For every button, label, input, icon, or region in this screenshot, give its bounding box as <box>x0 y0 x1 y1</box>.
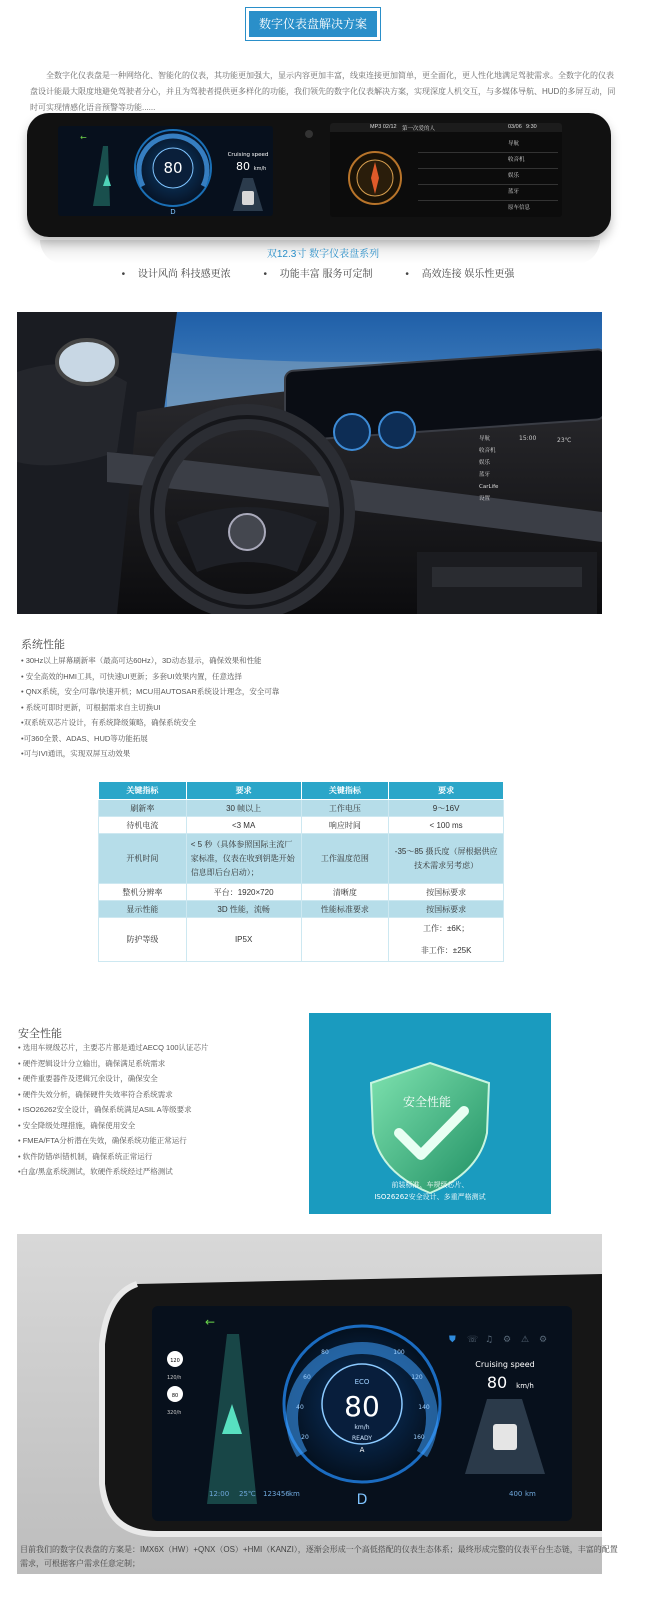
table-row <box>99 817 504 834</box>
big-gear: D <box>356 1492 368 1508</box>
shield-label: 安全性能 <box>402 1095 452 1109</box>
photo-menu-item: 设置 <box>479 496 491 502</box>
warning-icon: ⚠ <box>521 1335 530 1345</box>
table-cell: <3 MA <box>186 817 301 834</box>
page-title: 数字仪表盘解决方案 <box>249 11 377 37</box>
table-cell: 3D 性能，流畅 <box>186 901 301 918</box>
list-item: •可360全景、ADAS、HUD等功能拓展 <box>21 733 148 743</box>
cluster-graphics <box>58 126 273 216</box>
media-menu-item[interactable]: 原车信息 <box>508 205 531 211</box>
phone-icon: ☏ <box>467 1335 479 1345</box>
ready-label: READY <box>351 1435 373 1442</box>
list-item: • QNX系统，安全/可靠/快速开机；MCU用AUTOSAR系统设计理念，安全可靠 <box>21 687 280 696</box>
odometer: 123456 <box>263 1490 290 1498</box>
table-cell: 按国标要求 <box>389 901 504 918</box>
limit-sign-1: 120 <box>170 1358 180 1364</box>
table-row <box>99 800 504 817</box>
dial-tick: 80 <box>321 1349 329 1356</box>
section-title-box <box>245 7 381 41</box>
eco-label: ECO <box>354 1378 370 1386</box>
table-cell: IP5X <box>186 918 301 962</box>
media-date: 03/06 <box>508 124 522 130</box>
list-item: •白盒/黑盒系统测试，软硬件系统经过严格测试 <box>18 1167 173 1176</box>
feature-list: • 设计风尚 科技感更浓 • 功能丰富 服务可定制 • 高效连接 娱乐性更强 <box>121 269 515 280</box>
dial-tick: 100 <box>393 1349 405 1356</box>
photo-menu-item: 收音机 <box>479 448 496 454</box>
limit-sign-1-unit: 120/h <box>167 1375 182 1381</box>
table-cell: 开机时间 <box>99 834 187 884</box>
table-cell: 清晰度 <box>301 884 389 901</box>
table-cell: 响应时间 <box>301 817 389 834</box>
big-cruise-label: Cruising speed <box>475 1360 535 1369</box>
cluster-gear: D <box>170 208 176 216</box>
media-track: 第一次爱的人 <box>402 126 436 132</box>
svg-text:←: ← <box>80 133 87 142</box>
media-top-left: MP3 02/12 <box>370 124 397 130</box>
intro-paragraph: 全数字化仪表盘是一种网络化、智能化的仪表，其功能更加强大，显示内容更加丰富，线束连接更加简单，更全面化，更人性化地满足驾驶需求。全数字化的仪表盘设计能最大限度地避免驾驶者分心，并且为驾驶者提供更多样化的功能，我们领先的数字化仪表解决方案，实现深度人机交互，与多媒体导航、HUD的多屏互动，同时可实现情感化语音预警等功能...... <box>30 71 616 112</box>
list-item: •可与IVI通讯，实现双屏互动效果 <box>21 749 131 758</box>
table-cell: 整机分辨率 <box>99 884 187 901</box>
table-cell <box>301 918 389 962</box>
table-cell: 工作电压 <box>301 800 389 817</box>
media-menu-item[interactable]: 蓝牙 <box>418 185 558 201</box>
outside-temp: 25℃ <box>239 1490 256 1498</box>
list-item: • 软件防错/纠错机制，确保系统正常运行 <box>18 1151 153 1161</box>
big-cruise-unit: km/h <box>516 1382 534 1390</box>
limit-sign-2: 80 <box>171 1393 179 1399</box>
big-cluster-illustration <box>17 1234 602 1574</box>
list-item: • 系统可即时更新，可根据需求自主切换UI <box>21 702 161 712</box>
photo-screen-temp: 23℃ <box>557 437 572 444</box>
cluster-cruise-speed: 80 <box>236 160 250 173</box>
dial-tick: 60 <box>303 1374 311 1381</box>
big-speed-unit: km/h <box>354 1424 370 1431</box>
media-menu-item[interactable]: 娱乐 <box>418 169 558 185</box>
table-header-cell: 要求 <box>389 782 504 800</box>
table-cell: 防护等级 <box>99 918 187 962</box>
table-cell: 平台：1920×720 <box>186 884 301 901</box>
limit-sign-2-unit: 320/h <box>167 1410 182 1416</box>
clock-time: 12:00 <box>209 1490 230 1498</box>
shield-icon <box>309 1013 551 1214</box>
cluster-showcase <box>17 1234 602 1574</box>
list-item: • 选用车规级芯片，主要芯片都是通过AECQ 100认证芯片 <box>18 1043 209 1052</box>
media-screen <box>330 123 562 217</box>
car-interior-photo <box>17 312 602 614</box>
media-menu-item[interactable]: 导航 <box>418 137 558 153</box>
dial-tick: 20 <box>301 1434 309 1441</box>
range-unit: km <box>525 1490 536 1498</box>
dial-tick: 140 <box>418 1404 430 1411</box>
interior-illustration <box>17 312 602 614</box>
table-cell: 待机电流 <box>99 817 187 834</box>
list-item: • 安全降级处理措施，确保使用安全 <box>18 1120 136 1130</box>
photo-menu-item: CarLife <box>479 484 499 490</box>
table-header-cell: 关键指标 <box>301 782 389 800</box>
table-row <box>99 834 504 884</box>
range-value: 400 <box>509 1490 523 1498</box>
dial-tick: 160 <box>413 1434 425 1441</box>
list-item: • 30Hz以上屏幕刷新率（最高可达60Hz），3D动态显示，确保效果和性能 <box>21 656 262 665</box>
gear-icon: ⚙ <box>539 1335 548 1345</box>
cluster-unit: km/h <box>253 166 267 172</box>
table-header-cell: 要求 <box>186 782 301 800</box>
table-row <box>99 918 504 962</box>
table-cell: 工作：±6K； 非工作：±25K <box>389 918 504 962</box>
list-item: • 硬件失效分析，确保硬件失效率符合系统需求 <box>18 1089 173 1099</box>
compass-dial-icon <box>345 148 405 208</box>
system-section-title: 系统性能 <box>21 639 65 651</box>
table-cell: 工作温度范围 <box>301 834 389 884</box>
system-bullet-list <box>21 653 621 762</box>
footer-paragraph: 目前我们的数字仪表盘的方案是：IMX6X（HW）+QNX（OS）+HMI（KANZI），逐渐会形成一个高低搭配的仪表生态体系；最终形成完整的仪表平台生态链，丰富的配置需求，可根据客户需求任意定制； <box>20 1545 618 1568</box>
table-cell: 性能标准要求 <box>301 901 389 918</box>
cluster-screen <box>58 126 273 216</box>
svg-text:←: ← <box>205 1315 216 1329</box>
table-header-row <box>99 782 504 800</box>
table-header-cell: 关键指标 <box>99 782 187 800</box>
table-cell: 30 帧以上 <box>186 800 301 817</box>
safety-section-title: 安全性能 <box>18 1028 62 1040</box>
settings-icon: ⚙ <box>503 1335 512 1345</box>
list-item: • 硬件逻辑设计分立输出，确保满足系统需求 <box>18 1058 166 1068</box>
shield-status-icon: ⛊ <box>449 1335 456 1345</box>
photo-menu-item: 蓝牙 <box>479 472 491 478</box>
feature-item: 高效连接 娱乐性更强 <box>421 269 515 280</box>
list-item: • 硬件重要器件及逻辑冗余设计，确保安全 <box>18 1074 158 1083</box>
list-item: • FMEA/FTA分析潜在失效，确保系统功能正常运行 <box>18 1136 187 1145</box>
safety-bullet-list <box>18 1040 308 1180</box>
safety-shield-panel <box>309 1013 551 1214</box>
music-icon: ♫ <box>485 1335 494 1345</box>
odometer-unit: km <box>289 1490 300 1498</box>
feature-item: 功能丰富 服务可定制 <box>279 269 373 280</box>
list-item: • 安全高效的HMI工具，可快速UI更新；多套UI效果内置，任意选择 <box>21 671 242 681</box>
photo-menu-item: 娱乐 <box>479 460 491 466</box>
table-row <box>99 901 504 918</box>
dial-tick: 40 <box>296 1404 304 1411</box>
table-cell: < 5 秒（具体参照国际主流厂家标准，仪表在收到钥匙开始信息即后台启动）； <box>186 834 301 884</box>
shield-line-1: 前装标准、车规级芯片、 <box>391 1181 469 1189</box>
list-item: •双系统双芯片设计，有系统降级策略，确保系统安全 <box>21 718 197 727</box>
camera-dot <box>305 130 313 138</box>
feature-item: 设计风尚 科技感更浓 <box>137 269 231 280</box>
table-cell: 刷新率 <box>99 800 187 817</box>
cluster-speed: 80 <box>163 159 183 177</box>
table-cell: 9～16V <box>389 800 504 817</box>
cluster-cruise-label: Cruising speed <box>227 152 269 158</box>
table-cell: 显示性能 <box>99 901 187 918</box>
product-caption: 双12.3寸 数字仪表盘系列 <box>266 249 380 260</box>
table-cell: < 100 ms <box>389 817 504 834</box>
photo-screen-time: 15:00 <box>519 435 537 442</box>
big-cruise-speed: 80 <box>486 1373 508 1392</box>
media-menu <box>418 137 558 216</box>
photo-menu-item: 导航 <box>479 436 491 442</box>
table-cell: 按国标要求 <box>389 884 504 901</box>
spec-table <box>98 781 504 962</box>
shield-line-2: ISO26262安全设计、多重严格测试 <box>374 1193 486 1201</box>
big-speed: 80 <box>344 1390 380 1423</box>
media-menu-item[interactable]: 收音机 <box>418 153 558 169</box>
media-time: 9:30 <box>526 124 537 130</box>
table-row <box>99 884 504 901</box>
list-item: • ISO26262安全设计，确保系统满足ASIL A等级要求 <box>18 1105 192 1114</box>
dial-tick: 120 <box>411 1374 423 1381</box>
small-gear: A <box>359 1446 365 1454</box>
table-cell: -35～85 摄氏度（屏根据供应技术需求另考虑） <box>389 834 504 884</box>
